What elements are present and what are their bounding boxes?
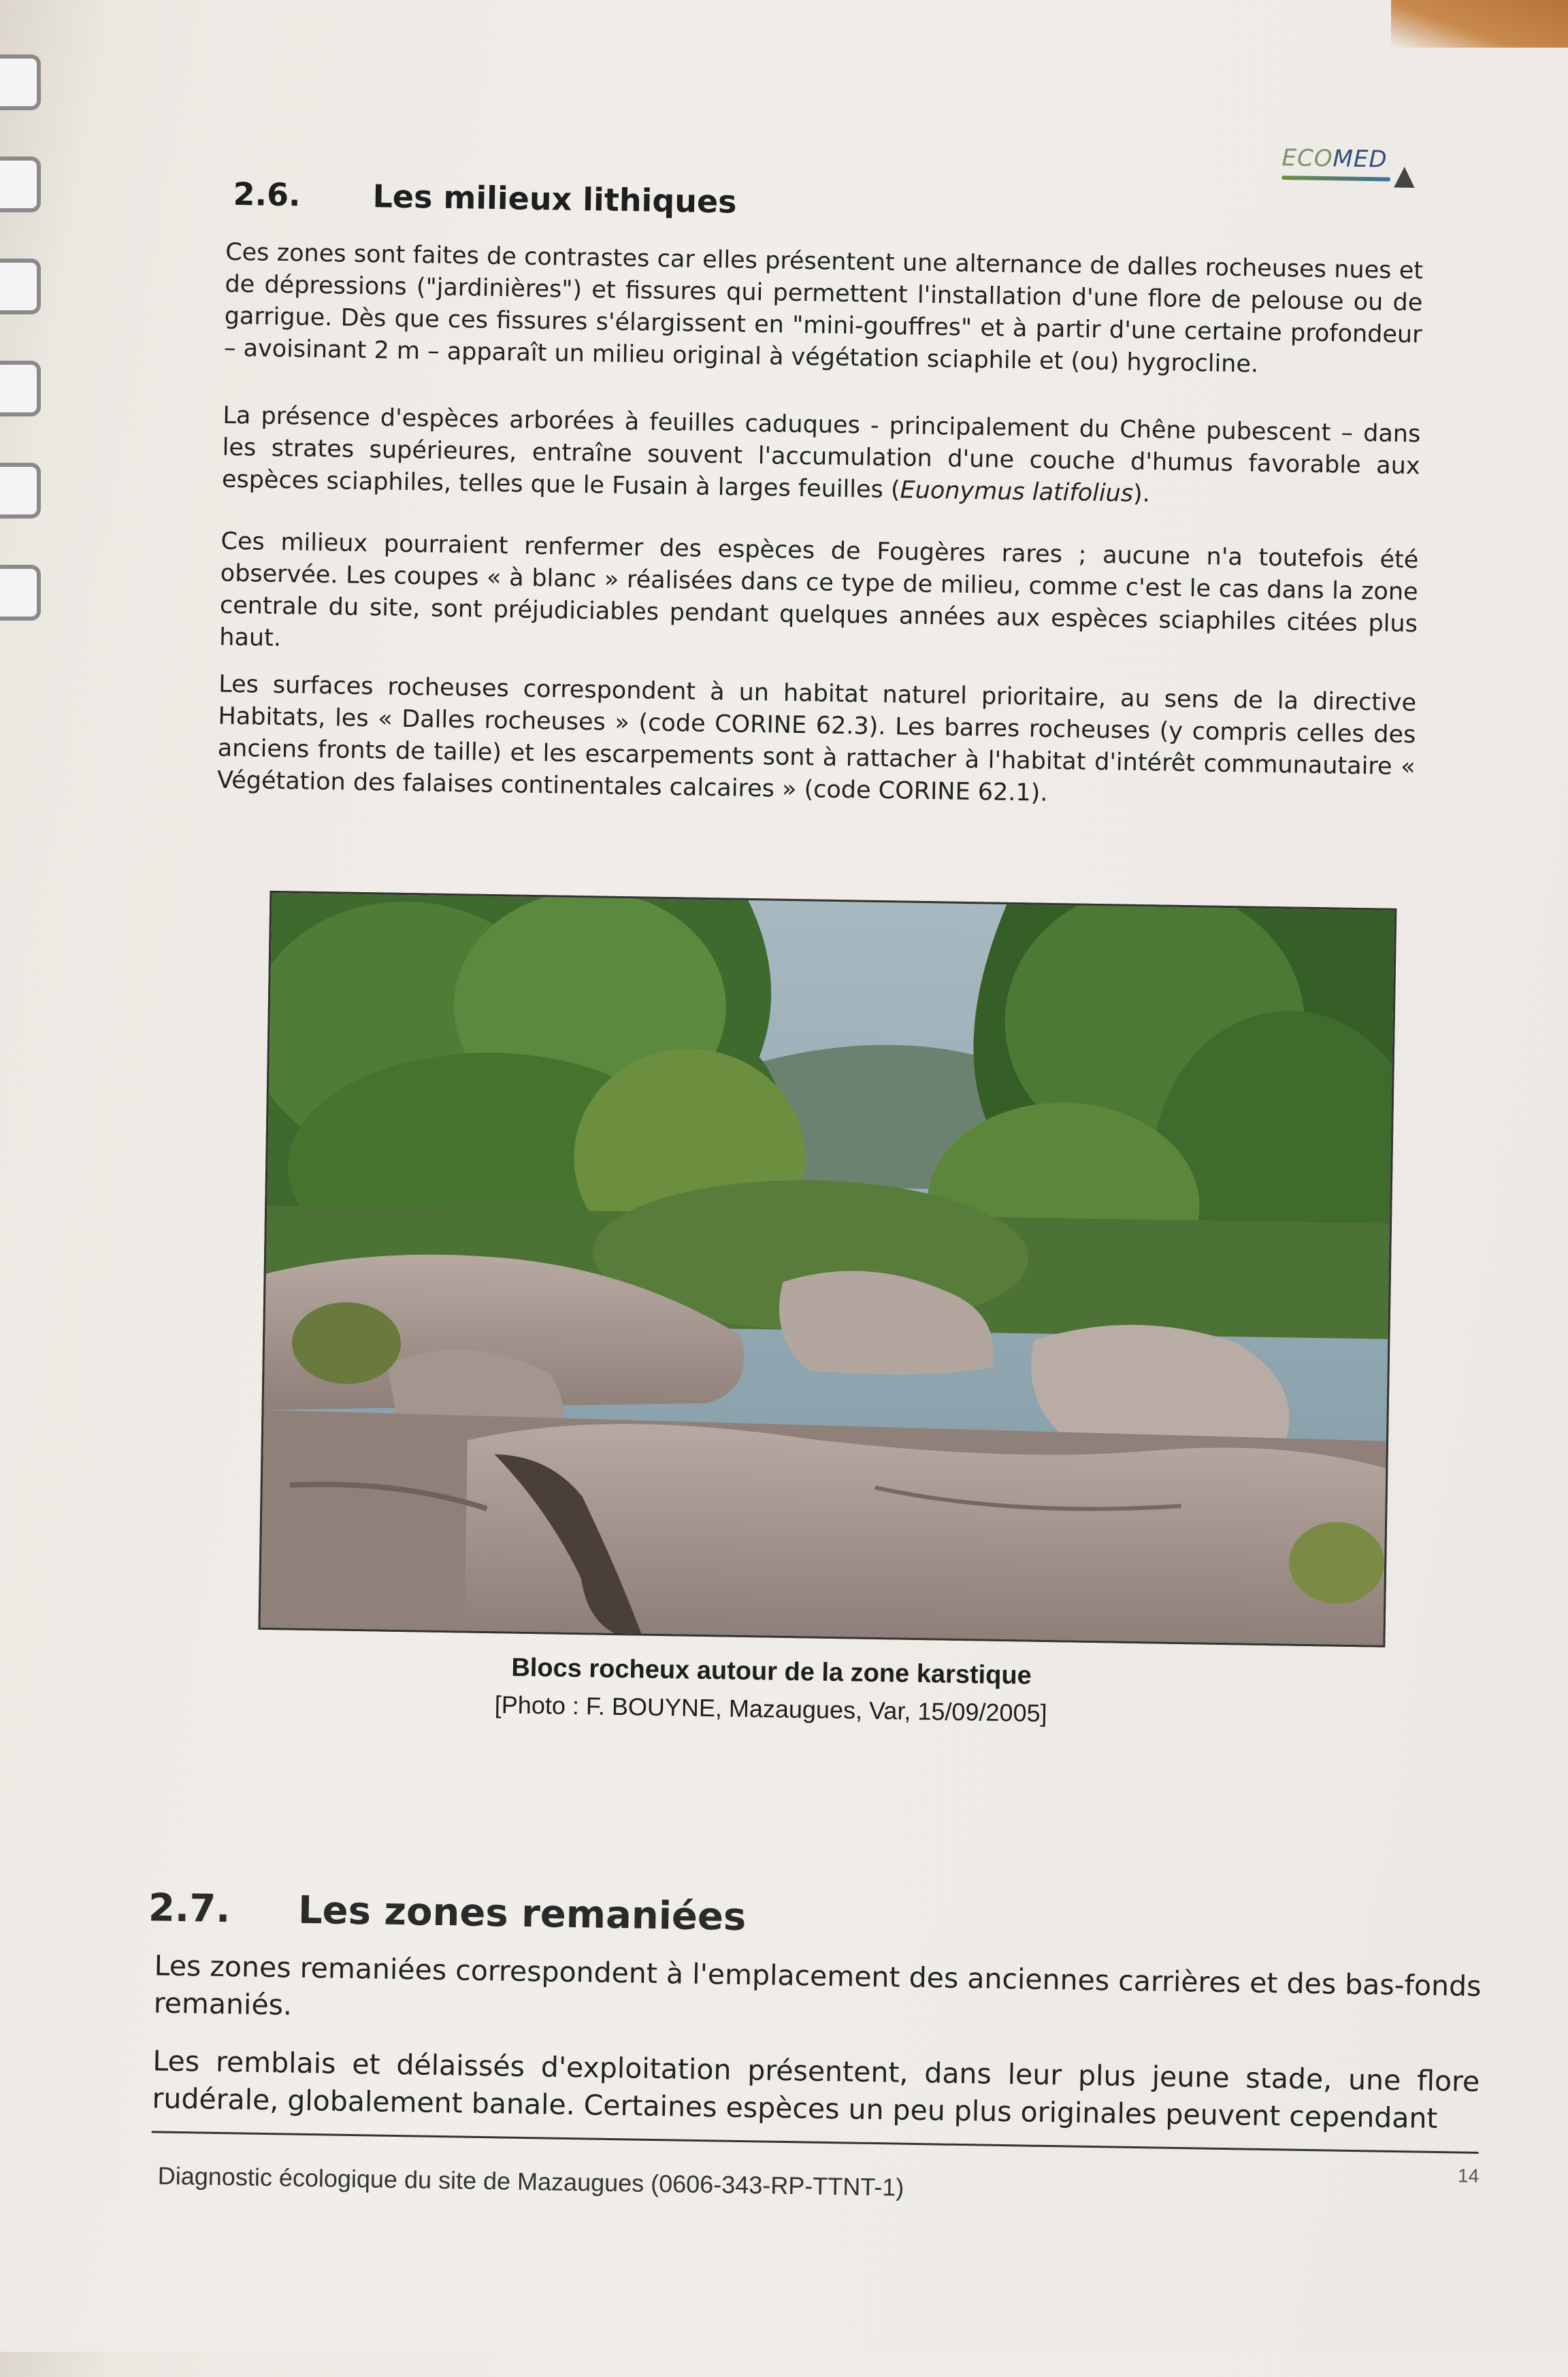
section-heading-2-6: 2.6. Les milieux lithiques	[233, 175, 738, 220]
logo-mark-icon: ▲	[1393, 159, 1416, 192]
paragraph-5: Les zones remaniées correspondent à l'emplacement des anciennes carrières et des bas-fonds remaniés.	[153, 1949, 1482, 2022]
paragraph-1: Ces zones sont faites de contrastes car elles présentent une alternance de dalles rocheuses nues et de dépressions ("jardinières") et fissures qui permettent l'installation d'une flore de pelouse ou de garrigue. Dès que ces fissures s'élargissent en "mini-gouffres" et à partir d'une certaine profondeur – avoisinant 2 m – apparaît un milieu original à végétation sciaphile et (ou) hygrocline.	[223, 238, 1424, 378]
paragraph-6: Les remblais et délaissés d'exploitation présentent, dans leur plus jeune stade, une flore rudérale, globalement banale. Certaines espèces un peu plus originales peuvent cependant	[152, 2044, 1480, 2135]
ecomed-logo: ECOMED ▲	[1281, 144, 1416, 192]
figure-caption-title: Blocs rocheux autour de la zone karstique	[511, 1653, 1032, 1690]
page-number: 14	[1457, 2165, 1480, 2186]
table-surface	[1391, 0, 1568, 48]
paragraph-2: La présence d'espèces arborées à feuilles caduques - principalement du Chêne pubescent – dans les strates supérieures, entraîne souvent l'accumulation d'une couche d'humus favorable aux espèces sciaphiles, telles que le Fusain à larges feuilles (Euonymus latifolius).	[221, 401, 1421, 508]
spiral-binding	[0, 41, 48, 653]
document-page	[74, 88, 1552, 2377]
rock-blocks-photo	[258, 891, 1396, 1647]
paragraph-4: Les surfaces rocheuses correspondent à un habitat naturel prioritaire, au sens de la directive Habitats, les « Dalles rocheuses » (code CORINE 62.3). Les barres rocheuses (y compris celles des anciens fronts de taille) et les escarpements sont à rattacher à l'habitat d'intérêt communautaire « Végétation des falaises continentales calcaires » (code CORINE 62.1).	[216, 670, 1417, 807]
paragraph-3: Ces milieux pourraient renfermer des espèces de Fougères rares ; aucune n'a toutefois été observée. Les coupes « à blanc » réalisées dans ce type de milieu, comme c'est le cas dans la zone centrale du site, sont préjudiciables pendant quelques années aux espèces sciaphiles citées plus haut.	[219, 527, 1419, 653]
figure-caption-credit: [Photo : F. BOUYNE, Mazaugues, Var, 15/09/2005]	[494, 1690, 1047, 1727]
section-heading-2-7: 2.7. Les zones remaniées	[148, 1886, 747, 1940]
footer-text: Diagnostic écologique du site de Mazaugues (0606-343-RP-TTNT-1)	[157, 2161, 904, 2201]
